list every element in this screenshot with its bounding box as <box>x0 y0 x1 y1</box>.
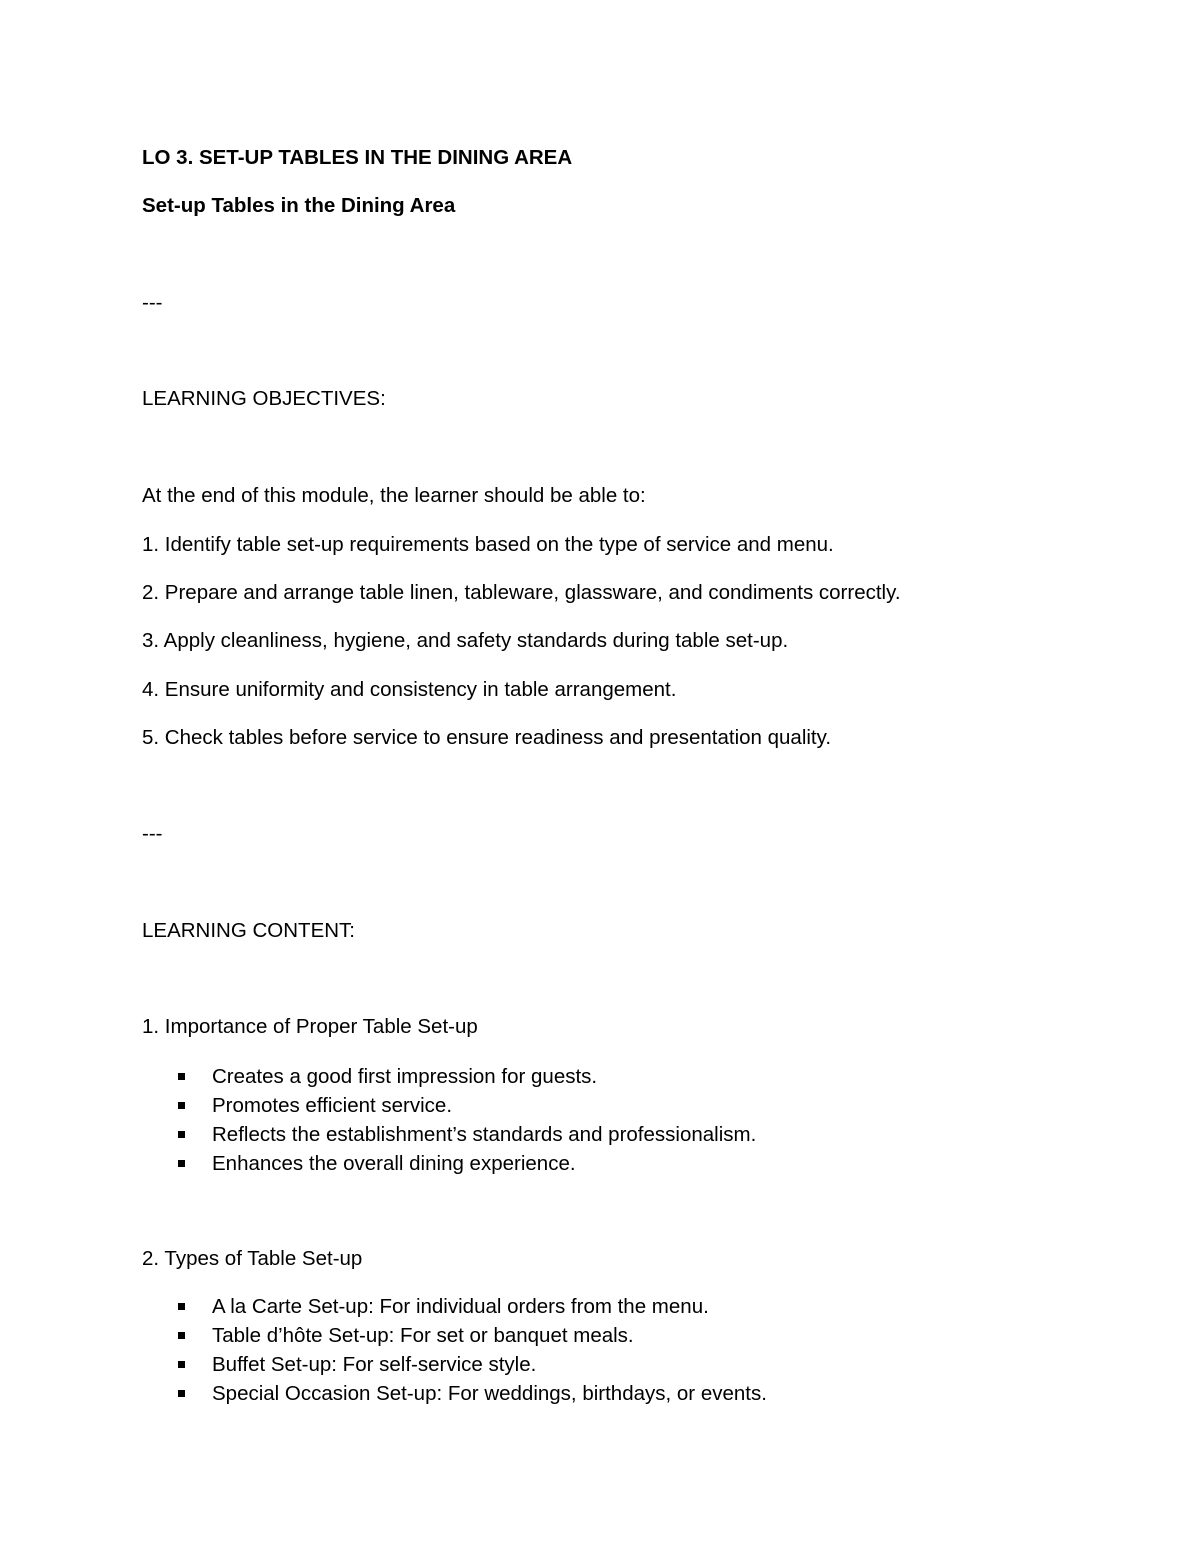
objective-item: 4. Ensure uniformity and consistency in table arrangement. <box>142 678 677 701</box>
list-item-text: Buffet Set-up: For self-service style. <box>212 1353 537 1376</box>
list-item-text: Special Occasion Set-up: For weddings, birthdays, or events. <box>212 1382 767 1405</box>
square-bullet-icon <box>178 1073 185 1080</box>
separator: --- <box>142 822 163 845</box>
objective-item: 3. Apply cleanliness, hygiene, and safety standards during table set-up. <box>142 629 789 652</box>
list-item-text: Enhances the overall dining experience. <box>212 1152 576 1175</box>
objectives-heading: LEARNING OBJECTIVES: <box>142 387 386 410</box>
square-bullet-icon <box>178 1303 185 1310</box>
square-bullet-icon <box>178 1131 185 1138</box>
square-bullet-icon <box>178 1332 185 1339</box>
document-title: LO 3. SET-UP TABLES IN THE DINING AREA <box>142 146 573 169</box>
square-bullet-icon <box>178 1160 185 1167</box>
list-item-text: Promotes efficient service. <box>212 1094 453 1117</box>
list-item-text: Creates a good first impression for guests. <box>212 1065 598 1088</box>
square-bullet-icon <box>178 1102 185 1109</box>
separator: --- <box>142 291 163 314</box>
section-heading: 1. Importance of Proper Table Set-up <box>142 1015 478 1038</box>
list-item-text: Table d’hôte Set-up: For set or banquet meals. <box>212 1324 634 1347</box>
objective-item: 1. Identify table set-up requirements based on the type of service and menu. <box>142 533 834 556</box>
objectives-intro: At the end of this module, the learner should be able to: <box>142 484 646 507</box>
list-item-text: A la Carte Set-up: For individual orders from the menu. <box>212 1295 709 1318</box>
content-heading: LEARNING CONTENT: <box>142 919 355 942</box>
square-bullet-icon <box>178 1390 185 1397</box>
objective-item: 2. Prepare and arrange table linen, tableware, glassware, and condiments correctly. <box>142 581 901 604</box>
document-subtitle: Set-up Tables in the Dining Area <box>142 194 456 217</box>
list-item-text: Reflects the establishment’s standards and professionalism. <box>212 1123 757 1146</box>
section-heading: 2. Types of Table Set-up <box>142 1247 363 1270</box>
objective-item: 5. Check tables before service to ensure readiness and presentation quality. <box>142 726 832 749</box>
square-bullet-icon <box>178 1361 185 1368</box>
